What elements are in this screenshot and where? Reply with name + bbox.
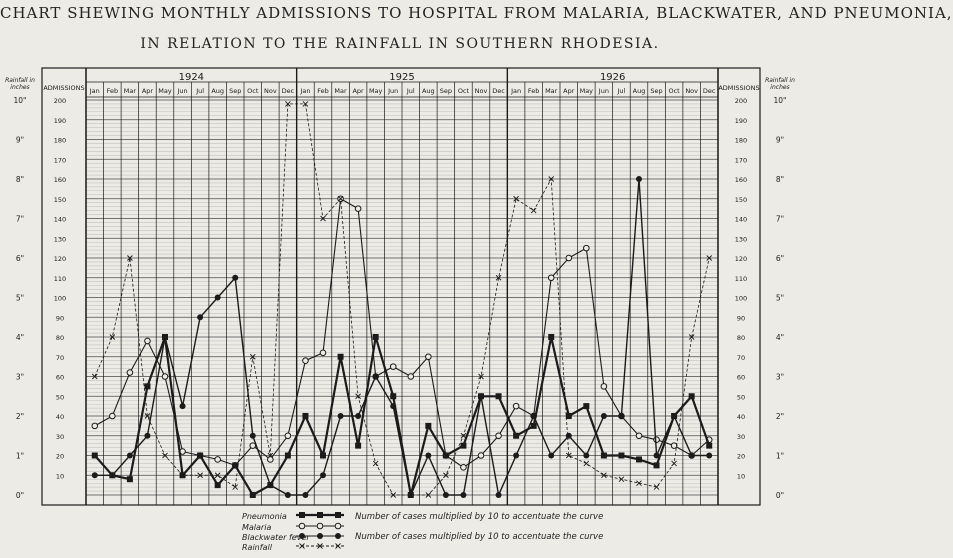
data-point-pneumonia <box>197 453 203 459</box>
right-rainfall-tick: 7" <box>775 214 785 224</box>
data-point-blackwater-fever <box>338 413 344 419</box>
data-point-blackwater-fever <box>320 472 326 478</box>
data-point-malaria <box>671 443 677 449</box>
data-point-blackwater-fever <box>478 393 484 399</box>
data-point-malaria <box>566 255 572 261</box>
right-admissions-tick: 50 <box>736 393 746 402</box>
month-label: Jul <box>196 87 205 95</box>
month-label: Feb <box>106 87 119 95</box>
month-label: Mar <box>123 87 137 95</box>
right-rainfall-tick: 8" <box>775 175 785 184</box>
right-admissions-tick: 110 <box>734 274 748 283</box>
month-label: Aug <box>211 87 225 95</box>
month-label: Oct <box>457 87 470 95</box>
data-point-pneumonia <box>127 476 133 482</box>
legend-marker-malaria <box>335 523 341 529</box>
data-point-blackwater-fever <box>460 492 466 498</box>
data-point-blackwater-fever <box>250 433 256 439</box>
data-point-blackwater-fever <box>636 176 642 182</box>
data-point-malaria <box>355 206 361 212</box>
left-admissions-header: ADMISSIONS <box>43 84 85 92</box>
data-point-pneumonia <box>285 453 291 459</box>
data-point-blackwater-fever <box>162 334 168 340</box>
data-point-pneumonia <box>250 492 256 498</box>
data-point-malaria <box>513 403 519 409</box>
month-label: Feb <box>317 87 329 95</box>
month-label: Sep <box>229 87 242 95</box>
month-label: Oct <box>247 87 259 95</box>
right-rainfall-tick: 10" <box>773 96 787 105</box>
right-rainfall-tick: 0" <box>775 491 785 500</box>
left-admissions-tick: 80 <box>55 334 65 342</box>
data-point-pneumonia <box>338 354 344 360</box>
month-label: Dec <box>281 87 295 95</box>
legend-marker-pneumonia <box>299 512 305 518</box>
data-point-blackwater-fever <box>390 403 396 409</box>
data-point-pneumonia <box>373 334 379 340</box>
data-point-malaria <box>250 443 256 449</box>
month-label: Jun <box>388 87 399 95</box>
month-label: Oct <box>668 87 680 95</box>
data-point-blackwater-fever <box>267 482 273 488</box>
data-point-blackwater-fever <box>425 453 431 459</box>
right-admissions-tick: 30 <box>736 432 746 441</box>
data-point-blackwater-fever <box>583 453 589 459</box>
year-label: 1924 <box>178 72 205 83</box>
month-label: Jul <box>406 87 415 95</box>
chart-subtitle: IN RELATION TO THE RAINFALL IN SOUTHERN RHODESIA. <box>140 36 660 52</box>
data-point-pneumonia <box>390 393 396 399</box>
data-point-blackwater-fever <box>618 413 624 419</box>
right-rainfall-tick: 1" <box>775 451 785 461</box>
legend-rainfall-label: Rainfall <box>242 543 272 552</box>
left-admissions-tick: 200 <box>53 97 67 105</box>
right-rainfall-tick: 3" <box>775 372 785 382</box>
data-point-malaria <box>426 354 432 360</box>
data-point-blackwater-fever <box>355 413 361 419</box>
left-admissions-tick: 50 <box>55 393 65 402</box>
right-rainfall-tick: 9" <box>775 135 785 145</box>
month-label: Sep <box>439 87 453 95</box>
left-admissions-tick: 60 <box>55 373 65 382</box>
data-point-pneumonia <box>531 423 537 429</box>
data-point-blackwater-fever <box>285 492 291 498</box>
right-admissions-tick: 60 <box>736 373 746 382</box>
data-point-pneumonia <box>706 443 712 449</box>
left-admissions-tick: 100 <box>53 294 67 303</box>
month-label: Aug <box>421 87 435 95</box>
data-point-malaria <box>320 350 326 356</box>
data-point-blackwater-fever <box>601 413 607 419</box>
data-point-pneumonia <box>92 453 98 459</box>
month-label: Dec <box>492 87 505 95</box>
left-admissions-tick: 20 <box>55 452 65 461</box>
right-admissions-tick: 40 <box>736 413 746 421</box>
month-label: Jan <box>89 87 100 95</box>
data-point-malaria <box>496 433 502 439</box>
month-label: Mar <box>334 87 347 95</box>
right-admissions-tick: 130 <box>734 235 748 244</box>
data-point-malaria <box>548 275 554 281</box>
month-label: May <box>158 87 172 95</box>
legend-marker-blackwater-fever <box>335 533 341 539</box>
data-point-pneumonia <box>689 393 695 399</box>
right-rainfall-tick: 2" <box>775 412 785 421</box>
right-admissions-tick: 180 <box>734 136 748 145</box>
right-admissions-header: ADMISSIONS <box>718 84 760 92</box>
data-point-blackwater-fever <box>92 472 98 478</box>
month-label: Jun <box>598 87 609 95</box>
left-admissions-tick: 10 <box>55 472 65 481</box>
data-point-pneumonia <box>618 453 624 459</box>
month-label: Feb <box>527 87 540 95</box>
month-label: May <box>368 87 383 95</box>
right-admissions-tick: 190 <box>734 116 748 125</box>
data-point-malaria <box>636 433 642 439</box>
data-point-pneumonia <box>583 403 589 409</box>
left-admissions-tick: 120 <box>53 255 67 263</box>
left-rainfall-tick: 7" <box>15 214 25 224</box>
left-admissions-tick: 70 <box>55 353 65 362</box>
left-rainfall-tick: 9" <box>15 135 25 145</box>
data-point-pneumonia <box>601 453 607 459</box>
legend-blackwater-note: Number of cases multiplied by 10 to accentuate the curve <box>355 532 604 542</box>
month-label: Sep <box>650 87 663 95</box>
data-point-malaria <box>162 374 168 380</box>
year-label: 1925 <box>389 72 415 83</box>
legend-marker-pneumonia <box>317 512 323 518</box>
data-point-malaria <box>92 423 98 429</box>
month-label: Nov <box>685 87 699 95</box>
left-admissions-tick: 150 <box>53 195 67 204</box>
data-point-blackwater-fever <box>144 433 150 439</box>
data-point-malaria <box>584 245 590 251</box>
legend-marker-malaria <box>299 523 305 529</box>
data-point-pneumonia <box>460 443 466 449</box>
data-point-malaria <box>408 374 414 380</box>
left-rainfall-tick: 2" <box>15 412 25 421</box>
month-label: Jan <box>300 87 311 95</box>
left-admissions-tick: 110 <box>53 274 67 283</box>
data-point-pneumonia <box>232 462 238 468</box>
data-point-malaria <box>127 370 133 376</box>
right-rainfall-tick: 6" <box>775 254 785 263</box>
left-rainfall-tick: 3" <box>15 372 25 382</box>
left-admissions-tick: 170 <box>53 156 67 165</box>
data-point-malaria <box>461 465 467 471</box>
month-label: Jul <box>617 87 626 95</box>
data-point-blackwater-fever <box>513 453 519 459</box>
data-point-blackwater-fever <box>443 492 449 498</box>
data-point-blackwater-fever <box>373 374 379 380</box>
data-point-pneumonia <box>215 482 221 488</box>
left-admissions-tick: 140 <box>53 215 67 224</box>
left-admissions-tick: 130 <box>53 235 67 244</box>
data-point-blackwater-fever <box>496 492 502 498</box>
legend-marker-blackwater-fever <box>317 533 323 539</box>
month-label: Nov <box>263 87 277 95</box>
month-label: Apr <box>563 87 575 95</box>
data-point-blackwater-fever <box>689 453 695 459</box>
data-point-blackwater-fever <box>706 453 712 459</box>
left-admissions-tick: 30 <box>55 432 65 441</box>
data-point-pneumonia <box>302 413 308 419</box>
right-admissions-tick: 150 <box>734 195 748 204</box>
legend-marker-malaria <box>317 523 323 529</box>
right-admissions-tick: 120 <box>734 255 748 263</box>
legend-pneumonia-label: Pneumonia <box>242 512 287 521</box>
legend-blackwater-label: Blackwater fever <box>242 533 310 542</box>
data-point-blackwater-fever <box>671 413 677 419</box>
data-point-pneumonia <box>144 383 150 389</box>
data-point-blackwater-fever <box>215 295 221 301</box>
right-admissions-tick: 160 <box>734 176 748 184</box>
left-rainfall-tick: 5" <box>15 293 25 303</box>
legend-marker-pneumonia <box>335 512 341 518</box>
left-rain-header: Rainfall in <box>5 77 35 84</box>
left-admissions-tick: 90 <box>55 314 65 323</box>
right-admissions-tick: 70 <box>736 353 746 362</box>
month-label: Dec <box>702 87 716 95</box>
data-point-blackwater-fever <box>531 413 537 419</box>
data-point-blackwater-fever <box>197 314 203 320</box>
right-rainfall-tick: 4" <box>775 333 785 342</box>
left-rainfall-tick: 6" <box>15 254 25 263</box>
data-point-blackwater-fever <box>548 453 554 459</box>
month-label: May <box>579 87 594 95</box>
left-admissions-tick: 40 <box>55 413 65 421</box>
data-point-blackwater-fever <box>127 453 133 459</box>
left-rain-header-2: inches <box>10 84 30 91</box>
right-rainfall-tick: 5" <box>775 293 785 303</box>
left-rainfall-tick: 10" <box>13 96 27 105</box>
data-point-pneumonia <box>320 453 326 459</box>
month-label: Jun <box>177 87 188 95</box>
left-admissions-tick: 180 <box>53 136 67 145</box>
right-admissions-tick: 140 <box>734 215 748 224</box>
month-label: Apr <box>141 87 154 95</box>
right-admissions-tick: 20 <box>736 452 746 461</box>
left-rainfall-tick: 1" <box>15 451 25 461</box>
data-point-malaria <box>285 433 291 439</box>
data-point-blackwater-fever <box>654 453 660 459</box>
data-point-malaria <box>145 338 151 344</box>
data-point-malaria <box>215 457 221 463</box>
right-rain-header-2: inches <box>770 84 790 91</box>
right-admissions-tick: 100 <box>734 294 748 303</box>
data-point-malaria <box>303 358 309 364</box>
month-label: Aug <box>632 87 646 95</box>
right-admissions-tick: 170 <box>734 156 748 165</box>
left-rainfall-tick: 8" <box>15 175 25 184</box>
data-point-blackwater-fever <box>232 275 238 281</box>
data-point-pneumonia <box>443 453 449 459</box>
data-point-pneumonia <box>425 423 431 429</box>
data-point-malaria <box>654 437 660 443</box>
legend-pneumonia-note: Number of cases multiplied by 10 to accentuate the curve <box>355 512 604 522</box>
right-admissions-tick: 10 <box>736 472 746 481</box>
data-point-blackwater-fever <box>302 492 308 498</box>
legend-malaria-label: Malaria <box>242 523 272 532</box>
data-point-malaria <box>478 453 484 459</box>
right-admissions-tick: 80 <box>736 334 746 342</box>
data-point-pneumonia <box>355 443 361 449</box>
left-rainfall-tick: 4" <box>15 333 25 342</box>
data-point-blackwater-fever <box>566 433 572 439</box>
right-admissions-tick: 200 <box>734 97 748 105</box>
data-point-pneumonia <box>548 334 554 340</box>
data-point-pneumonia <box>513 433 519 439</box>
data-point-malaria <box>390 364 396 370</box>
right-admissions-tick: 90 <box>736 314 746 323</box>
data-point-pneumonia <box>654 462 660 468</box>
left-rainfall-tick: 0" <box>15 491 25 500</box>
data-point-pneumonia <box>496 393 502 399</box>
chart-title: CHART SHEWING MONTHLY ADMISSIONS TO HOSPITAL FROM MALARIA, BLACKWATER, AND PNEUMONIA, <box>0 4 953 22</box>
data-point-blackwater-fever <box>180 403 186 409</box>
data-point-malaria <box>110 413 116 419</box>
left-admissions-tick: 190 <box>53 116 67 125</box>
month-label: Apr <box>352 87 364 95</box>
data-point-blackwater-fever <box>109 472 115 478</box>
right-rain-header: Rainfall in <box>765 77 795 84</box>
data-point-pneumonia <box>636 456 642 462</box>
data-point-malaria <box>601 384 607 390</box>
left-admissions-tick: 160 <box>53 176 67 184</box>
month-label: Nov <box>474 87 488 95</box>
year-label: 1926 <box>599 72 626 83</box>
month-label: Mar <box>545 87 558 95</box>
month-label: Jan <box>511 87 522 95</box>
